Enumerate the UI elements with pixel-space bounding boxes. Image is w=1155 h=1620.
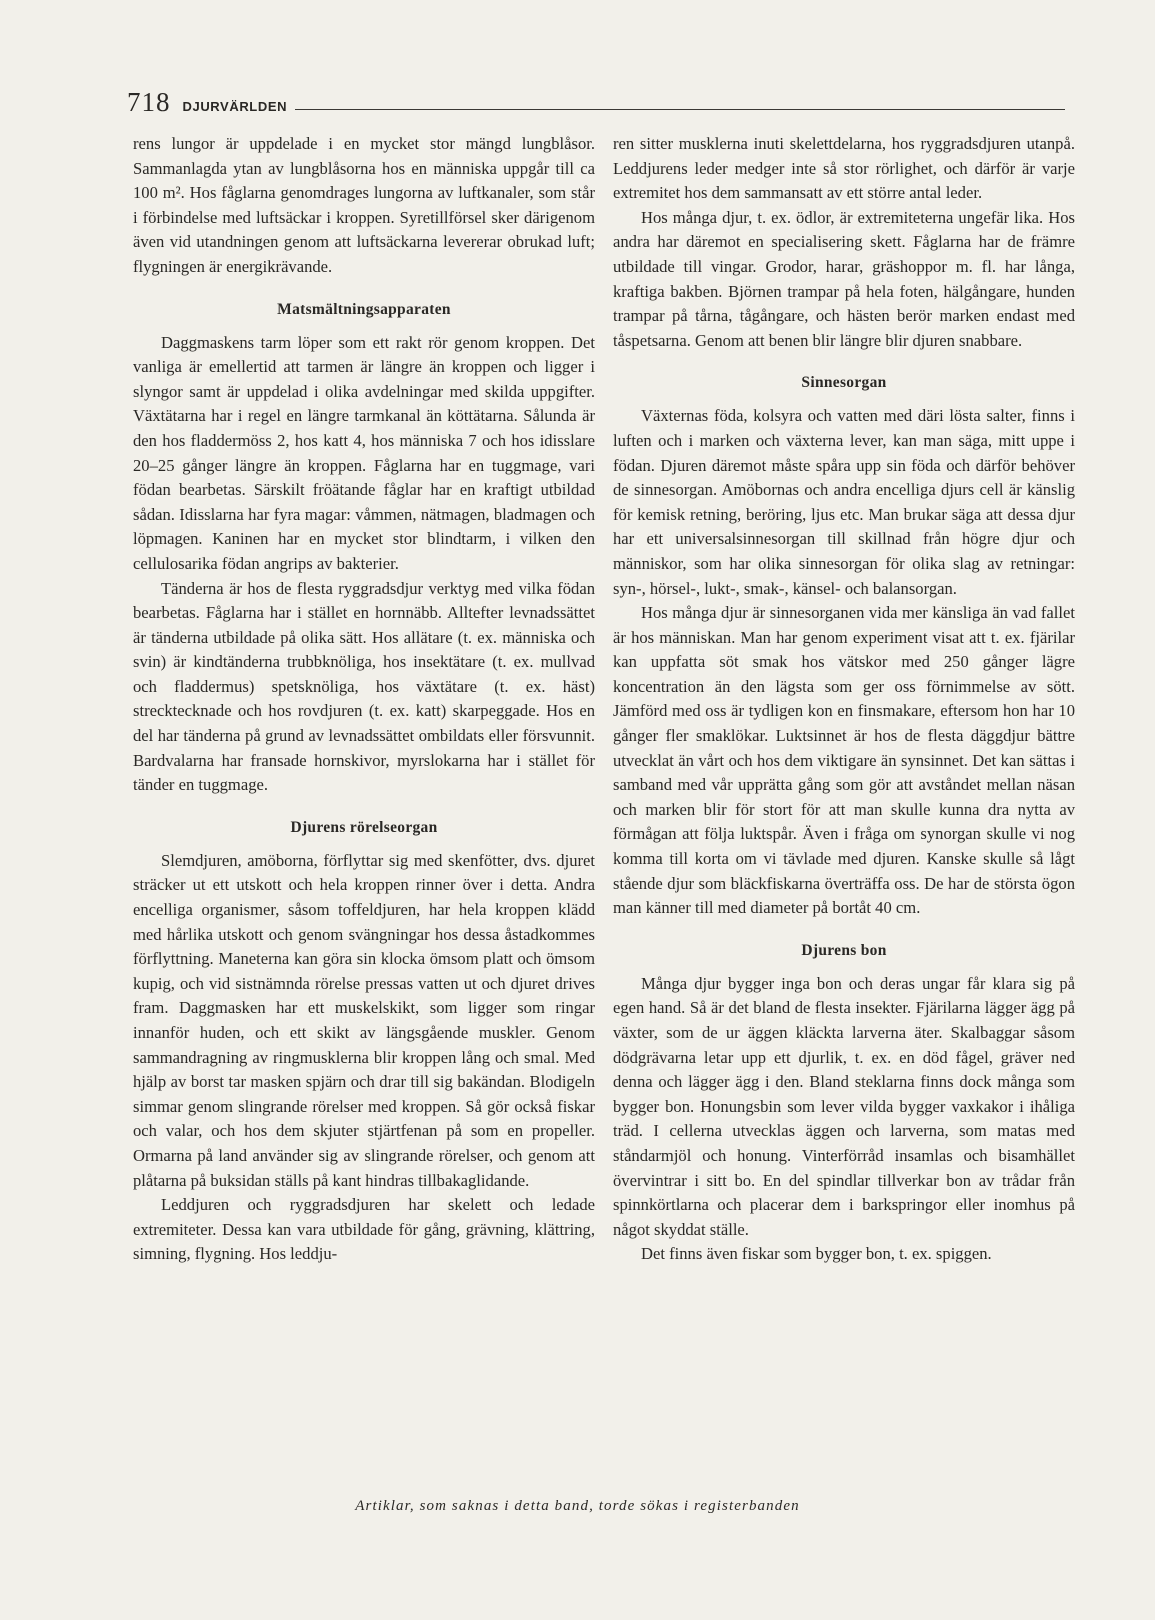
page-number: 718 [127, 87, 171, 117]
paragraph: Daggmaskens tarm löper som ett rakt rör genom kroppen. Det vanliga är emellertid att tarmen är längre än kroppen och ligger i slyngor samt är uppdelad i olika avdelningar med skilda uppgifter. Växtätarna har i regel en längre tarmkanal än köttätarna. Sålunda är den hos fladdermöss 2, hos katt 4, hos människa 7 och hos idisslare 20–25 gånger längre än kroppen. Fåglarna har en tuggmage, vari födan bearbetas. Särskilt fröätande fåglar har en kraftigt utbildad sådan. Idisslarna har fyra magar: våmmen, nätmagen, bladmagen och löpmagen. Kaninen har en mycket stor blindtarm, i vilken den cellulosarika födan angrips av bakterier. [133, 332, 595, 573]
heading-matsmaltningsapparaten: Matsmältningsapparaten [277, 300, 451, 318]
header-rule [295, 109, 1065, 110]
heading-djurens-bon: Djurens bon [801, 941, 887, 959]
paragraph: Många djur bygger inga bon och deras ungar får klara sig på egen hand. Så är det bland de flesta insekter. Fjärilarna lägger ägg på växter, som de ur äggen kläckta larverna äter. Skalbaggar såsom dödgrävarna letar upp ett djurlik, t. ex. en död fågel, gräver ned denna och lägger ägg i den. Bland steklarna finns dock många som bygger bon. Honungsbin som lever vilda bygger vaxkakor i ihåliga träd. I cellerna utvecklas äggen och larverna, som matas med ståndarmjöl och honung. Vinterförråd insamlas och bisamhället övervintrar i sitt bo. En del spindlar tillverkar bon av trådar från spinnkörtlarna och placerar dem i barkspringor eller inomhus på något skyddat ställe. [613, 973, 1075, 1239]
paragraph: rens lungor är uppdelade i en mycket stor mängd lungblåsor. Sammanlagda ytan av lungblåsorna hos en människa uppgår till ca 100 m². Hos fåglarna genomdrages lungorna av luftkanaler, som står i förbindelse med luftsäckar i kroppen. Syretillförsel sker därigenom även vid utandningen genom att luftsäckarna levererar obrukad luft; flygningen är energikrävande. [133, 134, 595, 276]
paragraph: Tänderna är hos de flesta ryggradsdjur verktyg med vilka födan bearbetas. Fåglarna har i stället en hornnäbb. Alltefter levnadssättet är tänderna utbildade på olika sätt. Hos allätare (t. ex. människa och svin) är kindtänderna trubbknöliga, hos insektätare (t. ex. mullvad och fladdermus) spetsknöliga, hos växtätare (t. ex. häst) strecktecknade och hos rovdjuren (t. ex. katt) skarpeggade. Hos en del har tänderna på grund av levnadssättet ombildats eller försvunnit. Bardvalarna har fransade hornskivor, myrslokarna har i stället för tänder en tuggmage. [133, 578, 595, 795]
heading-sinnesorgan: Sinnesorgan [801, 374, 887, 392]
running-header [127, 86, 1065, 116]
paragraph: Hos många djur, t. ex. ödlor, är extremiteterna ungefär lika. Hos andra har däremot en specialisering skett. Fåglarna har de främre utbildade till vingar. Grodor, harar, gräshoppor m. fl. har långa, kraftiga bakben. Björnen trampar på hela foten, hälgångare, hunden trampar på tårna, tågångare, och hästen berör marken endast med tåspetsarna. Genom att benen blir längre blir djuren snabbare. [613, 207, 1075, 350]
paragraph: Leddjuren och ryggradsdjuren har skelett och ledade extremiteter. Dessa kan vara utbildade för gång, grävning, klättring, simning, flygning. Hos leddju- [133, 1195, 595, 1264]
paragraph: Hos många djur är sinnesorganen vida mer känsliga än vad fallet är hos människan. Man har genom experiment visat att t. ex. fjärilar kan uppfatta söt smak hos vätskor med 250 gånger lägre koncentration än den lägsta som ger oss förnimmelse av sött. Jämförd med oss är tydligen kon en finsmakare, eftersom hon har 10 gånger fler smaklökar. Luktsinnet är hos de flesta däggdjur bättre utvecklat än vårt och hos dem viktigare än synsinnet. Det kan sättas i samband med vår upprätta gång som gör att avståndet mellan näsan och marken blir för stort för att man skulle kunna dra nytta av förmågan att följa luktspår. Även i fråga om synorgan skulle vi nog komma till korta om vi tävlade med djuren. Kanske skulle så lågt stående djur som bläckfiskarna överträffa oss. De har de största ögon man känner till med diameter på bortåt 40 cm. [613, 603, 1075, 918]
footer-note: Artiklar, som saknas i detta band, torde sökas i registerbanden [355, 1498, 800, 1514]
paragraph: Slemdjuren, amöborna, förflyttar sig med skenfötter, dvs. djuret sträcker ut ett utskott och hela kroppen rinner över i detta. Andra encelliga organismer, såsom toffeldjuren, har hela kroppen klädd med hårlika utskott och genom svängningar hos dessa åstadkommes förflyttning. Maneterna kan göra sin klocka ömsom platt och ömsom kupig, och vid sistnämnda rörelse pressas vatten ut och djuret drives fram. Daggmasken har ett muskelskikt, som ligger som ringar innanför huden, och ett skikt av längsgående muskler. Genom sammandragning av ringmusklerna blir kroppen lång och smal. Med hjälp av borst tar masken spjärn och drar till sig bakändan. Blodigeln simmar genom slingrande rörelser med kroppen. Så gör också fiskar och valar, och hos dem skjuter stjärtfenan på som en propeller. Ormarna på land använder sig av slingrande rörelser, och genom att plåtarna på buksidan ställs på kant hindras tillbakaglidande. [133, 850, 595, 1190]
paragraph: Det finns även fiskar som bygger bon, t. ex. spiggen. [641, 1244, 992, 1264]
section-title: DJURVÄRLDEN [182, 99, 288, 114]
paragraph: ren sitter musklerna inuti skelettdelarna, hos ryggradsdjuren utanpå. Leddjurens leder medger inte så stor rörlighet, och därför är varje extremitet hos dem sammansatt av ett större antal leder. [613, 134, 1075, 203]
paragraph: Växternas föda, kolsyra och vatten med däri lösta salter, finns i luften och i marken och växterna lever, kan man säga, mitt uppe i födan. Djuren däremot måste spåra upp sin föda och därför behöver de sinnesorgan. Amöbornas och andra encelliga djurs cell är känslig för kemisk retning, beröring, ljus etc. Man brukar säga att dessa djur har ett universalsinnesorgan till skillnad från högre djur och människor, som har olika sinnesorgan för olika slag av retningar: syn-, hörsel-, lukt-, smak-, känsel- och balansorgan. [613, 406, 1075, 598]
heading-djurens-rorelseorgan: Djurens rörelseorgan [290, 818, 438, 836]
left-column [133, 132, 595, 1267]
right-column [613, 132, 1075, 1267]
